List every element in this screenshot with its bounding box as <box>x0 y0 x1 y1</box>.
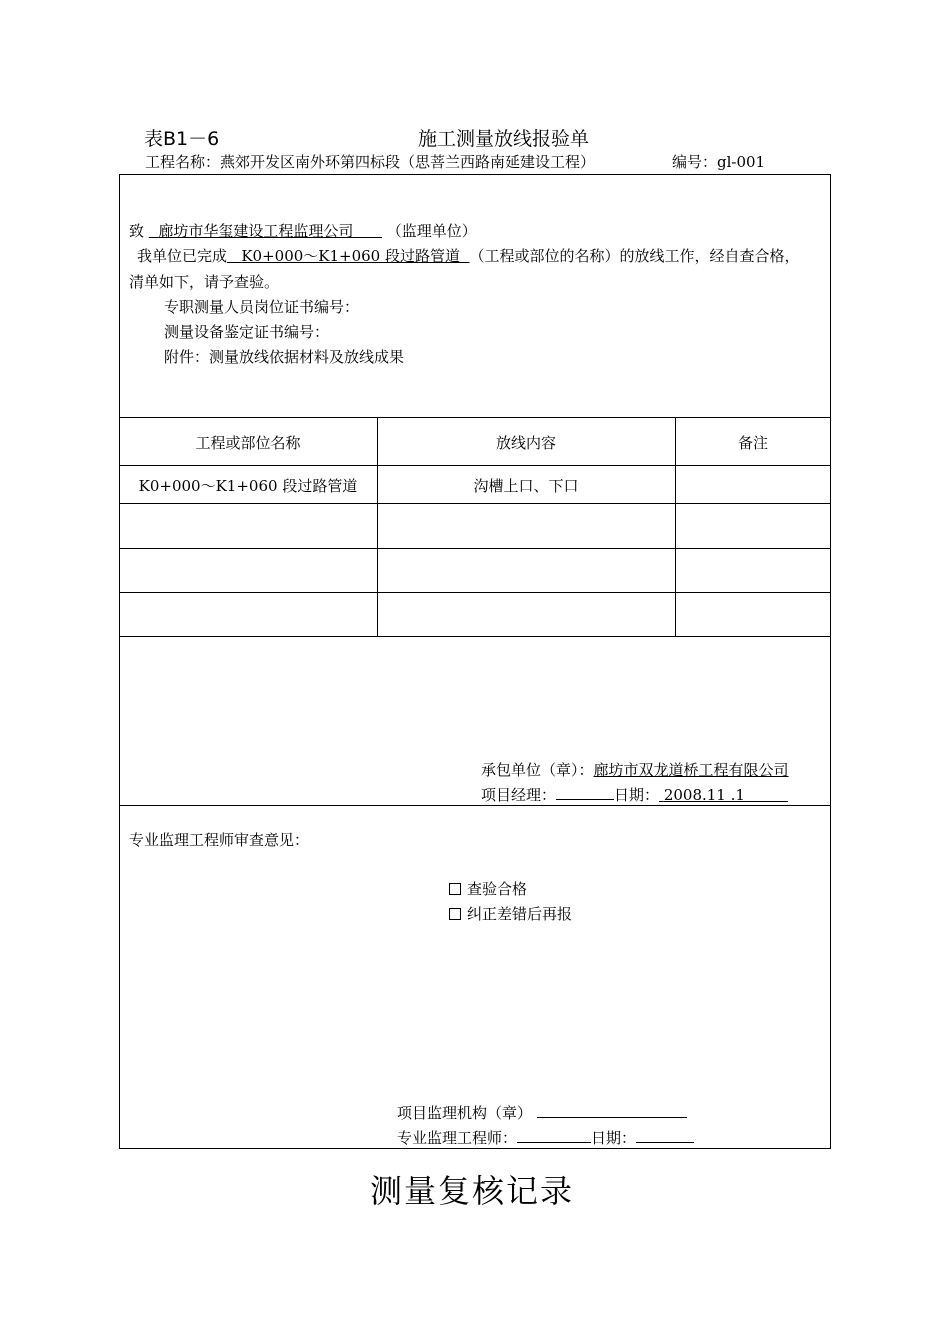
contractor-unit: 承包单位（章）：廊坊市双龙道桥工程有限公司 <box>481 761 789 779</box>
form-title: 施工测量放线报验单 <box>418 128 590 150</box>
agency-line: 项目监理机构（章） <box>397 1102 687 1123</box>
table-header-line <box>119 465 831 466</box>
table-top-line <box>119 417 831 418</box>
option-correct[interactable]: 纠正差错后再报 <box>449 903 572 924</box>
supervisor-suffix: （监理单位） <box>386 222 477 240</box>
table-bottom-line <box>119 636 831 637</box>
review-opinion-label: 专业监理工程师审查意见： <box>129 831 310 849</box>
table-header-remark: 备注 <box>737 434 768 452</box>
to-prefix: 致 <box>129 222 145 240</box>
engineer-signature-field[interactable] <box>517 1128 591 1143</box>
section-title: 测量复核记录 <box>370 1172 575 1210</box>
checkbox-icon[interactable] <box>449 908 461 920</box>
table-cell: 沟槽上口、下口 <box>473 477 579 495</box>
supervisor-company: 廊坊市华玺建设工程监理公司 <box>158 222 354 240</box>
table-row-line <box>119 592 831 593</box>
table-header-part: 工程或部位名称 <box>195 434 301 452</box>
contractor-manager-line: 项目经理： 日期： 2008.11 .1 <box>481 784 788 805</box>
agency-seal-field[interactable] <box>537 1103 687 1118</box>
project-name: 工程名称：燕郊开发区南外环第四标段（思菩兰西路南延建设工程） <box>145 153 596 171</box>
intro-line-1 <box>129 220 477 241</box>
contractor-date: 2008.11 .1 <box>663 786 745 804</box>
option-pass[interactable]: 查验合格 <box>449 878 527 899</box>
table-cell: K0+000～K1+060 段过路管道 <box>138 477 358 495</box>
intro-line-2: 我单位已完成 K0+000～K1+060 段过路管道 （工程或部位的名称）的放线工作，经自查合格， <box>137 247 800 265</box>
attachment-label: 附件：测量放线依据材料及放线成果 <box>164 348 405 366</box>
manager-signature-field[interactable] <box>556 785 614 800</box>
section-divider <box>119 805 831 806</box>
contractor-name: 廊坊市双龙道桥工程有限公司 <box>593 761 789 779</box>
table-row-line <box>119 503 831 504</box>
form-code: 表B1－6 <box>144 128 220 150</box>
equipment-cert-label: 测量设备鉴定证书编号： <box>164 323 330 341</box>
review-date-field[interactable] <box>636 1128 694 1143</box>
table-row-line <box>119 548 831 549</box>
work-part: K0+000～K1+060 段过路管道 <box>241 247 460 265</box>
intro-line-3: 清单如下，请予查验。 <box>129 273 280 291</box>
table-header-content: 放线内容 <box>495 434 556 452</box>
checkbox-icon[interactable] <box>449 883 461 895</box>
form-number: 编号：gl-001 <box>672 153 766 171</box>
surveyor-cert-label: 专职测量人员岗位证书编号： <box>164 298 360 316</box>
engineer-line: 专业监理工程师： 日期： <box>397 1127 694 1148</box>
